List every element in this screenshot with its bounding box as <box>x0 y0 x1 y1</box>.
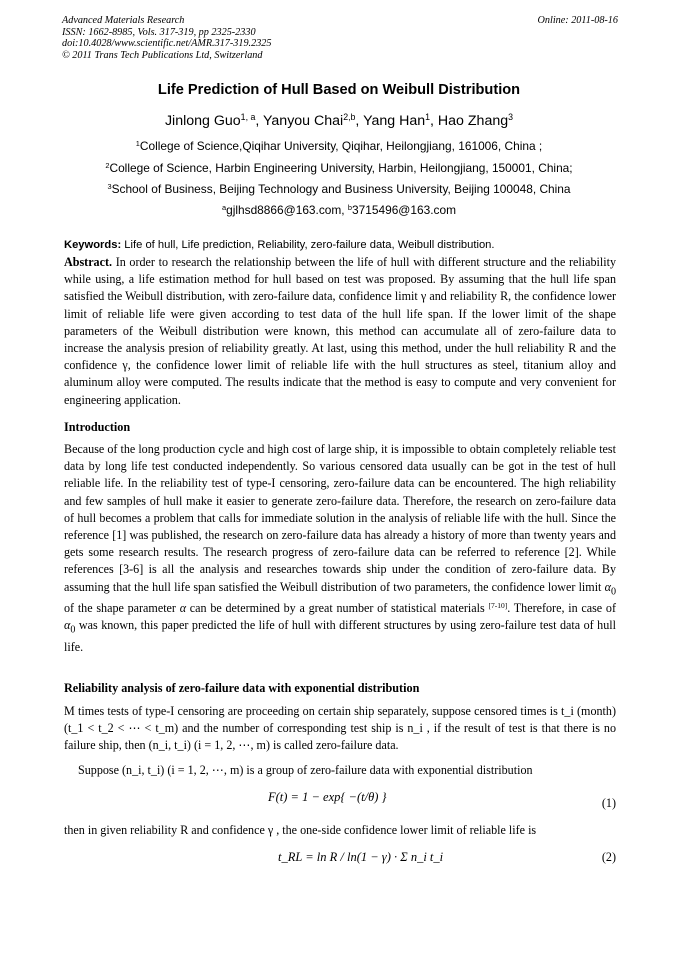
affiliation-sup: 2 <box>105 160 110 170</box>
author-sup: 2,b <box>343 112 356 123</box>
email-sup: b <box>347 202 353 212</box>
author-name: Yang Han <box>363 113 426 129</box>
affiliation-text: College of Science,Qiqihar University, Qiqihar, Heilongjiang, 161006, China ; <box>139 139 543 153</box>
intro-text: of the shape parameter <box>64 601 180 616</box>
abstract-text: In order to research the relationship between the life of hull with different structure and the reliability while using, a life estimation method for hull based on test was proposed. By assuming that the hull life span satisfied the Weibull distribution, with zero-failure data, confidence limit γ and reliability R, the confidence lower limit of reliable life were given according to test data of the hull life span. If the lower limit of the shape parameters of the Weibull distribution were known, this method can accumulate all of zero-failure data to increase the analysis presion of reliability greatly. At last, using this method, under the hull reliability R and the confidence γ, the confidence lower limit of reliable life with the hull structures as steel, titanium alloy and aluminum alloy were computed. The results indicate that the method is easy to compute and very convenient for engineering application. <box>64 255 616 407</box>
section-paragraph: Suppose (n_i, t_i) (i = 1, 2, ⋯, m) is a group of zero-failure data with exponential distribution <box>78 763 533 777</box>
equation-1: F(t) = 1 − exp{ −(t/θ) } <box>268 790 387 804</box>
intro-text: Because of the long production cycle and high cost of large ship, it is impossible to obtain completely reliable test data by long life test conducted independently. So various censored data usually can be got in the test of hull reliable life. In the reliability test of type-I censoring, zero-failure data can be encountered. The high reliability and few samples of hull make it easier to generate zero-failure data. Therefore, the research on zero-failure data of hull becomes a problem that calls for immediate solution in the analysis of reliable life with the hull. Since the reference [1] was published, the research on zero-failure data has already a history of more than twenty years and gets some research results. The research progress of zero-failure data can be referred to reference [2]. While references [3-6] is all the analysis and researches towards ship under the condition of zero-failure data. By assuming that the hull life span satisfied the Weibull distribution of two parameters, the confidence lower limit <box>64 442 616 594</box>
section-heading: Reliability analysis of zero-failure data with exponential distribution <box>64 681 420 695</box>
affiliation <box>0 139 678 153</box>
author-list: Jinlong Guo$^{1, a}$, Yanyou Chai$^{2,b}$, Yang Han$^1$, Hao Zhang$^3$ <box>164 112 514 129</box>
section-paragraph: M times tests of type-I censoring are proceeding on certain ship separately, suppose censored times is t_i (month) (t_1 < t_2 < ⋯ < t_m) and the number of corresponding test ship is n_i , if the result of test is that there is no failure ship, then (n_i, t_i) (i = 1, 2, ⋯, m) is called zero-failure data. <box>64 704 616 753</box>
affiliation <box>0 182 678 196</box>
doi-line: doi:10.4028/www.scientific.net/AMR.317-319.2325 <box>62 38 272 50</box>
affiliation-sup: 1 <box>135 138 140 148</box>
issn-line: ISSN: 1662-8985, Vols. 317-319, pp 2325-2330 <box>62 26 256 38</box>
email-a: gjlhsd8866@163.com, <box>226 203 348 217</box>
alpha-symbol: α <box>179 601 187 616</box>
affiliation-text: School of Business, Beijing Technology and Business University, Beijing 100048, China <box>111 182 571 196</box>
alpha0-sub: 0 <box>610 586 616 598</box>
email-b: 3715496@163.com <box>352 203 456 217</box>
page-header <box>62 15 618 61</box>
keywords-label: Keywords: <box>64 239 122 251</box>
alpha0-sub: 0 <box>70 624 76 636</box>
affiliation <box>0 161 678 175</box>
section-paragraph: then in given reliability R and confidence γ , the one-side confidence lower limit of reliable life is <box>64 823 537 837</box>
introduction-paragraph <box>64 441 616 656</box>
intro-text: was known, this paper predicted the life of hull with different structures by using zero-failure test data of hull life. <box>64 618 616 655</box>
author-name: Hao Zhang <box>437 113 509 129</box>
equation-number: (2) <box>601 850 616 864</box>
abstract-label: Abstract. <box>64 255 113 269</box>
author-name: Yanyou Chai <box>263 113 344 129</box>
online-date: Online: 2011-08-16 <box>537 15 618 26</box>
alpha0-symbol: α <box>604 579 611 594</box>
author-sup: 1 <box>425 112 431 123</box>
affiliation-text: College of Science, Harbin Engineering University, Harbin, Heilongjiang, 150001, China; <box>109 161 573 175</box>
reference-sup: [7-10] <box>488 601 508 611</box>
copyright-line: © 2011 Trans Tech Publications Ltd, Switzerland <box>62 49 263 61</box>
email-sup: a <box>222 202 227 212</box>
author-name: Jinlong Guo <box>164 113 241 129</box>
abstract <box>64 254 616 409</box>
equation-number: (1) <box>601 796 616 810</box>
author-sup: 3 <box>508 112 514 123</box>
affiliation-sup: 3 <box>107 181 112 191</box>
paper-title: Life Prediction of Hull Based on Weibull Distribution <box>157 82 521 98</box>
keywords <box>64 239 616 251</box>
equation-2: t_RL = ln R / ln(1 − γ) · Σ n_i t_i <box>278 850 444 864</box>
introduction-heading: Introduction <box>64 420 131 434</box>
alpha0-symbol: α <box>64 618 71 633</box>
intro-text: . Therefore, in case of <box>507 601 616 616</box>
intro-text: can be determined by a great number of statistical materials <box>186 601 489 616</box>
journal-name: Advanced Materials Research <box>62 15 185 26</box>
keywords-text: Life of hull, Life prediction, Reliability, zero-failure data, Weibull distribution. <box>121 239 495 251</box>
email-line <box>0 203 678 217</box>
author-sup: 1, a <box>240 112 256 123</box>
